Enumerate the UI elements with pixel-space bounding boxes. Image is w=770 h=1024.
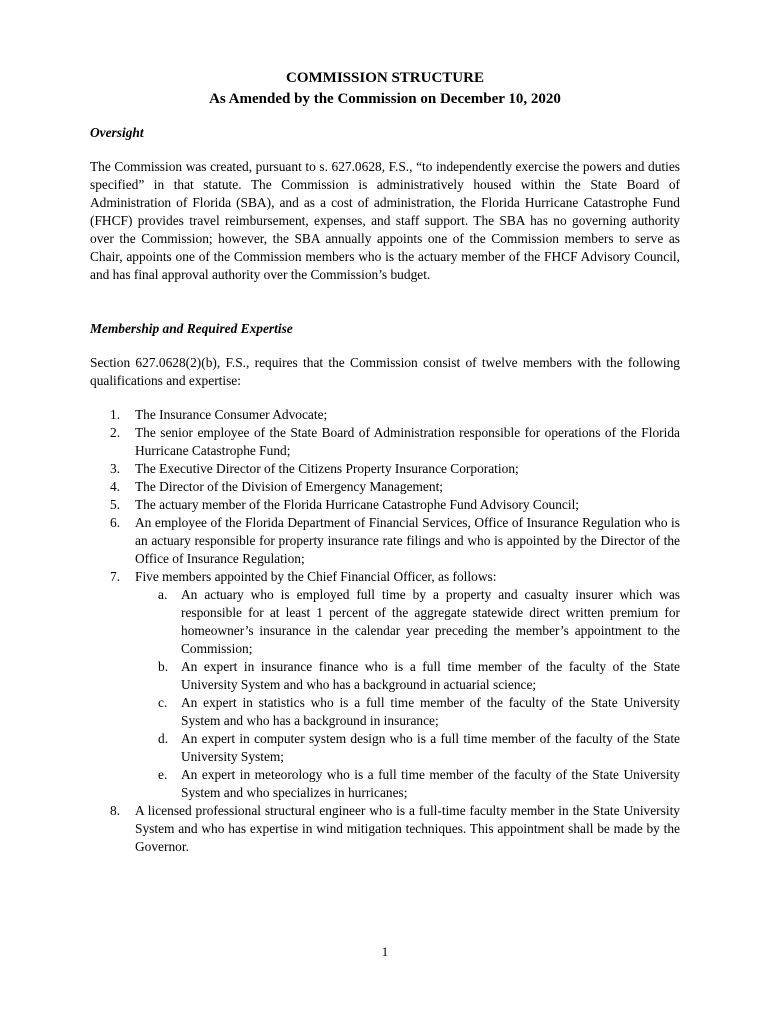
sub-list-item-text: An expert in statistics who is a full time member of the faculty of the State University System and who has a background in insurance; — [181, 695, 680, 728]
sub-list-item-letter: b. — [158, 659, 169, 674]
list-item-number: 7. — [110, 569, 121, 584]
membership-intro: Section 627.0628(2)(b), F.S., requires that the Commission consist of twelve members with the following qualifications and expertise: — [90, 355, 680, 388]
sub-list-item-text: An expert in insurance finance who is a full time member of the faculty of the State University System and who has a background in actuarial science; — [181, 659, 680, 692]
list-item-number: 3. — [110, 461, 121, 476]
list-item-text: The actuary member of the Florida Hurricane Catastrophe Fund Advisory Council; — [135, 497, 580, 512]
sub-list-item — [135, 766, 680, 802]
list-item-text: The Executive Director of the Citizens Property Insurance Corporation; — [135, 461, 519, 476]
sub-list-item-letter: c. — [158, 695, 168, 710]
list-item-number: 1. — [110, 407, 121, 422]
list-item — [90, 802, 680, 856]
list-item — [90, 460, 680, 478]
list-item — [90, 514, 680, 568]
list-item-number: 4. — [110, 479, 121, 494]
list-item — [90, 568, 680, 802]
list-item-number: 8. — [110, 803, 121, 818]
sub-list-item-text: An expert in meteorology who is a full time member of the faculty of the State University System and who specializes in hurricanes; — [181, 767, 680, 800]
list-item — [90, 478, 680, 496]
sub-list-item-letter: a. — [158, 587, 168, 602]
sub-list-item — [135, 694, 680, 730]
list-item — [90, 424, 680, 460]
page-number: 1 — [381, 944, 389, 959]
document-page — [90, 68, 680, 856]
sub-list-item-letter: d. — [158, 731, 169, 746]
membership-heading: Membership and Required Expertise — [90, 321, 293, 336]
list-item-text: A licensed professional structural engineer who is a full-time faculty member in the State University System and who has expertise in wind mitigation techniques. This appointment shall be made by the Governor. — [135, 803, 680, 854]
sub-list-item — [135, 658, 680, 694]
list-item-number: 6. — [110, 515, 121, 530]
sub-list-item-text: An expert in computer system design who is a full time member of the faculty of the State University System; — [181, 731, 680, 764]
title-line-2: As Amended by the Commission on December 10, 2020 — [209, 91, 561, 107]
sub-list-item — [135, 730, 680, 766]
qualifications-list — [90, 406, 680, 856]
list-item-text: An employee of the Florida Department of Financial Services, Office of Insurance Regulation who is an actuary responsible for property insurance rate filings and who is appointed by the Director of the Office of Insurance Regulation; — [135, 515, 680, 566]
list-item-text: The senior employee of the State Board of Administration responsible for operations of the Florida Hurricane Catastrophe Fund; — [135, 425, 680, 458]
document-title — [90, 68, 680, 110]
list-item-number: 5. — [110, 497, 121, 512]
oversight-heading: Oversight — [90, 125, 144, 140]
oversight-paragraph: The Commission was created, pursuant to s. 627.0628, F.S., “to independently exercise the powers and duties specified” in that statute. The Commission is administratively housed within the State Board of Administration of Florida (SBA), and as a cost of administration, the Florida Hurricane Catastrophe Fund (FHCF) provides travel reimbursement, expenses, and staff support. The SBA has no governing authority over the Commission; however, the SBA annually appoints one of the Commission members to serve as Chair, appoints one of the Commission members who is the actuary member of the FHCF Advisory Council, and has final approval authority over the Commission’s budget. — [90, 159, 680, 282]
list-item-text: Five members appointed by the Chief Financial Officer, as follows: — [135, 569, 497, 584]
list-item-number: 2. — [110, 425, 121, 440]
title-line-1: COMMISSION STRUCTURE — [286, 70, 484, 86]
sub-list-item-text: An actuary who is employed full time by a property and casualty insurer which was responsible for at least 1 percent of the aggregate statewide direct written premium for homeowner’s insurance in the calendar year preceding the member’s appointment to the Commission; — [181, 587, 680, 656]
list-item-text: The Director of the Division of Emergency Management; — [135, 479, 444, 494]
list-item-text: The Insurance Consumer Advocate; — [135, 407, 328, 422]
list-item — [90, 406, 680, 424]
cfo-appointees-list — [135, 586, 680, 802]
sub-list-item-letter: e. — [158, 767, 168, 782]
sub-list-item — [135, 586, 680, 658]
list-item — [90, 496, 680, 514]
